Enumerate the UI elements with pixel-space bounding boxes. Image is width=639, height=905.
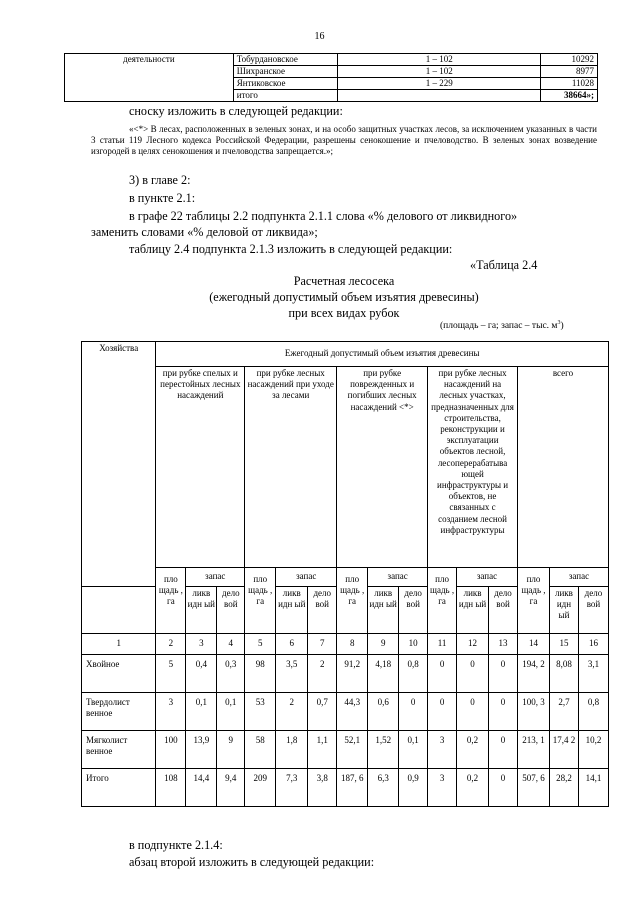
value-cell: 0,2 (457, 731, 489, 769)
table-row: Янтиковское 1 – 229 11028 (65, 78, 598, 90)
value-cell: 6,3 (368, 769, 399, 807)
value-cell: 0 (399, 693, 428, 731)
value-cell: 5 (156, 655, 186, 693)
value-cell: 0 (489, 731, 518, 769)
value-cell: 0,9 (399, 769, 428, 807)
value-cell: 58 (245, 731, 276, 769)
value-cell: 0 (489, 655, 518, 693)
table-row: деятельности Тобурдановское 1 – 102 10292 (65, 54, 598, 66)
value-cell: 0,1 (217, 693, 245, 731)
table-subtitle: (ежегодный допустимый объем изъятия древесины) (209, 290, 479, 304)
units-note: (площадь – га; запас – тыс. $м^3$) (440, 320, 564, 332)
table-row (82, 731, 609, 769)
farm-name-cell: Твердолист венное (82, 693, 156, 731)
value-cell: 7,3 (276, 769, 308, 807)
value-cell: 14,4 (186, 769, 217, 807)
activity-cell: деятельности (65, 54, 234, 66)
value-cell: 9,4 (217, 769, 245, 807)
farm-name-cell: Итого (82, 769, 156, 807)
value-cell: 0 (489, 693, 518, 731)
value-cell: 0 (457, 655, 489, 693)
table-row: Шихранское 1 – 102 8977 (65, 66, 598, 78)
value-cell: 3,8 (308, 769, 337, 807)
value-cell: 0,6 (368, 693, 399, 731)
table24-intro: таблицу 2.4 подпункта 2.1.3 изложить в следующей редакции: (129, 242, 453, 256)
value-cell: 1,1 (308, 731, 337, 769)
value-cell: 100, 3 (517, 693, 549, 731)
value-cell: 44,3 (337, 693, 368, 731)
value-cell: 9 (217, 731, 245, 769)
value-cell: 14,1 (578, 769, 608, 807)
value-cell: 194, 2 (517, 655, 549, 693)
table-title: Расчетная лесосека (293, 274, 395, 288)
value-cell: 0,3 (217, 655, 245, 693)
top-summary-table (64, 53, 598, 102)
value-cell: 0,4 (186, 655, 217, 693)
value-cell: 3 (156, 693, 186, 731)
value-cell: 52,1 (337, 731, 368, 769)
value-cell: 3 (428, 769, 457, 807)
farm-header: Хозяйства (82, 342, 156, 587)
value-cell: 1,52 (368, 731, 399, 769)
value-cell: 0,2 (457, 769, 489, 807)
table-header-row: пло щадь , га запас пло щадь , га запас пло щадь , га запас пло щадь , га запас пло щадь , га запас (82, 568, 609, 587)
table-row (82, 655, 609, 693)
point-item: в пункте 2.1: (129, 191, 196, 205)
value-cell: 0 (428, 693, 457, 731)
value-cell: 209 (245, 769, 276, 807)
footnote-intro: сноску изложить в следующей редакции: (129, 104, 343, 118)
value-cell: 2,7 (550, 693, 579, 731)
table-header-row (82, 342, 609, 367)
subpoint-214: в подпункте 2.1.4: (129, 838, 223, 852)
value-cell: 3 (428, 731, 457, 769)
footnote-body: «<*> В лесах, расположенных в зеленых зонах, и на особо защитных участках лесов, за исключением указанных в части 3 статьи 119 Лесного кодекса Российской Федерации, разрешены сенокошение и пчеловодство. В зеленых зонах возведение изгородей в целях сенокошения и пчеловодства запрещается.»; (91, 124, 597, 157)
data-rows (82, 655, 609, 807)
volume-header: Ежегодный допустимый объем изъятия древесины (156, 342, 609, 367)
table-row (82, 693, 609, 731)
value-cell: 0,8 (578, 693, 608, 731)
value-cell: 0 (428, 655, 457, 693)
value-cell: 13,9 (186, 731, 217, 769)
farm-name-cell: Мягколист венное (82, 731, 156, 769)
value-cell: 0,7 (308, 693, 337, 731)
value-cell: 17,4 2 (550, 731, 579, 769)
value-cell: 98 (245, 655, 276, 693)
column-number-row: 1 2 3 4 5 6 7 8 9 10 11 12 13 14 15 16 (82, 634, 609, 655)
table-row: итого 38664»; (65, 90, 598, 102)
cutting-table (81, 341, 609, 807)
value-cell: 100 (156, 731, 186, 769)
value-cell: 3,5 (276, 655, 308, 693)
farm-name-cell: Хвойное (82, 655, 156, 693)
table-row (82, 769, 609, 807)
value-cell: 0 (457, 693, 489, 731)
page-number: 16 (314, 31, 325, 42)
value-cell: 4,18 (368, 655, 399, 693)
value-cell: 0 (489, 769, 518, 807)
value-cell: 187, 6 (337, 769, 368, 807)
value-cell: 1,8 (276, 731, 308, 769)
value-cell: 0,1 (399, 731, 428, 769)
value-cell: 10,2 (578, 731, 608, 769)
value-cell: 28,2 (550, 769, 579, 807)
value-cell: 53 (245, 693, 276, 731)
value-cell: 2 (308, 655, 337, 693)
value-cell: 8,08 (550, 655, 579, 693)
value-cell: 2 (276, 693, 308, 731)
value-cell: 213, 1 (517, 731, 549, 769)
value-cell: 91,2 (337, 655, 368, 693)
table-header-row: при рубке спелых и перестойных лесных насаждений при рубке лесных насаждений при уходе за лесами при рубке поврежденных и погибших лесных насаждений <*> при рубке лесных насаждений на лесных участках, предназначенных для строительства, реконструкции и эксплуатации объектов лесной, лесоперерабатыва ющей инфраструктуры и объектов, не связанных с созданием лесной инфраструктуры всего (82, 367, 609, 568)
value-cell: 0,1 (186, 693, 217, 731)
value-cell: 0,8 (399, 655, 428, 693)
table-label: «Таблица 2.4 (470, 258, 538, 272)
graph22-line1: в графе 22 таблицы 2.2 подпункта 2.1.1 слова «% делового от ликвидного» (129, 209, 518, 223)
table-subtitle-2: при всех видах рубок (288, 306, 400, 320)
chapter-item: 3) в главе 2: (129, 173, 191, 187)
para-two: абзац второй изложить в следующей редакции: (129, 855, 375, 869)
graph22-line2: заменить словами «% деловой от ликвида»; (91, 225, 318, 239)
table-header-row: ликв идн ый дело вой ликв идн ый дело вой ликв идн ый дело вой ликв идн ый дело вой ликв идн ый дело вой (82, 587, 609, 634)
value-cell: 3,1 (578, 655, 608, 693)
value-cell: 108 (156, 769, 186, 807)
value-cell: 507, 6 (517, 769, 549, 807)
